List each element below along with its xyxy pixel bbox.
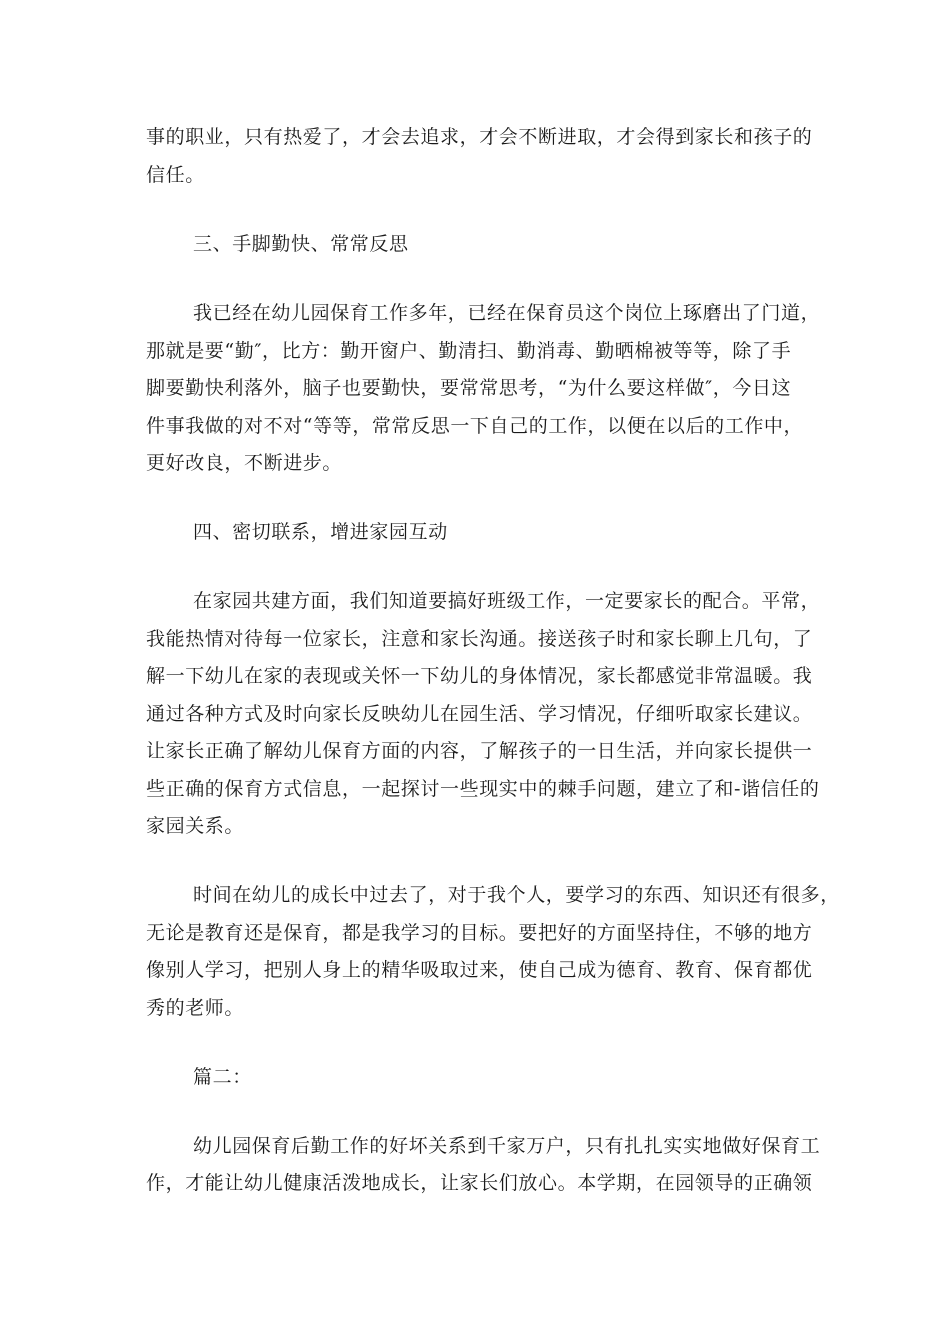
paragraph-line: 让家长正确了解幼儿保育方面的内容，了解孩子的一日生活，并向家长提供一 (146, 740, 813, 762)
paragraph-line: 家园关系。 (146, 815, 245, 837)
paragraph-line: 无论是教育还是保育，都是我学习的目标。要把好的方面坚持住，不够的地方 (146, 922, 813, 944)
paragraph-line: 脚要勤快利落外，脑子也要勤快，要常常思考，“为什么要这样做″，今日这 (146, 377, 792, 399)
paragraph-line: 信任。 (146, 164, 205, 186)
paragraph-line: 那就是要“勤″，比方：勤开窗户、勤清扫、勤消毒、勤晒棉被等等，除了手 (146, 340, 792, 362)
paragraph-line: 秀的老师。 (146, 997, 245, 1019)
paragraph-line: 事的职业，只有热爱了，才会去追求，才会不断进取，才会得到家长和孩子的 (146, 126, 813, 148)
section-heading: 三、手脚勤快、常常反思 (193, 233, 409, 255)
section-heading: 四、密切联系，增进家园互动 (193, 521, 448, 543)
paragraph-line: 些正确的保育方式信息，一起探讨一些现实中的棘手问题，建立了和-谐信任的 (146, 778, 820, 800)
paragraph-line: 我已经在幼儿园保育工作多年，已经在保育员这个岗位上琢磨出了门道， (193, 302, 821, 324)
paragraph-line: 在家园共建方面，我们知道要搞好班级工作，一定要家长的配合。平常， (193, 590, 821, 612)
paragraph-line: 幼儿园保育后勤工作的好坏关系到千家万户，只有扎扎实实地做好保育工 (193, 1135, 821, 1157)
paragraph-line: 更好改良，不断进步。 (146, 452, 343, 474)
paragraph-line: 通过各种方式及时向家长反映幼儿在园生活、学习情况，仔细听取家长建议。 (146, 703, 813, 725)
paragraph-line: 件事我做的对不对“等等，常常反思一下自己的工作，以便在以后的工作中， (146, 415, 804, 437)
part-heading: 篇二： (193, 1066, 252, 1088)
paragraph-line: 作，才能让幼儿健康活泼地成长，让家长们放心。本学期，在园领导的正确领 (146, 1172, 813, 1194)
paragraph-line: 时间在幼儿的成长中过去了，对于我个人，要学习的东西、知识还有很多， (193, 884, 840, 906)
paragraph-line: 我能热情对待每一位家长，注意和家长沟通。接送孩子时和家长聊上几句，了 (146, 628, 813, 650)
paragraph-line: 解一下幼儿在家的表现或关怀一下幼儿的身体情况，家长都感觉非常温暖。我 (146, 665, 813, 687)
paragraph-line: 像别人学习，把别人身上的精华吸取过来，使自己成为德育、教育、保育都优 (146, 959, 813, 981)
